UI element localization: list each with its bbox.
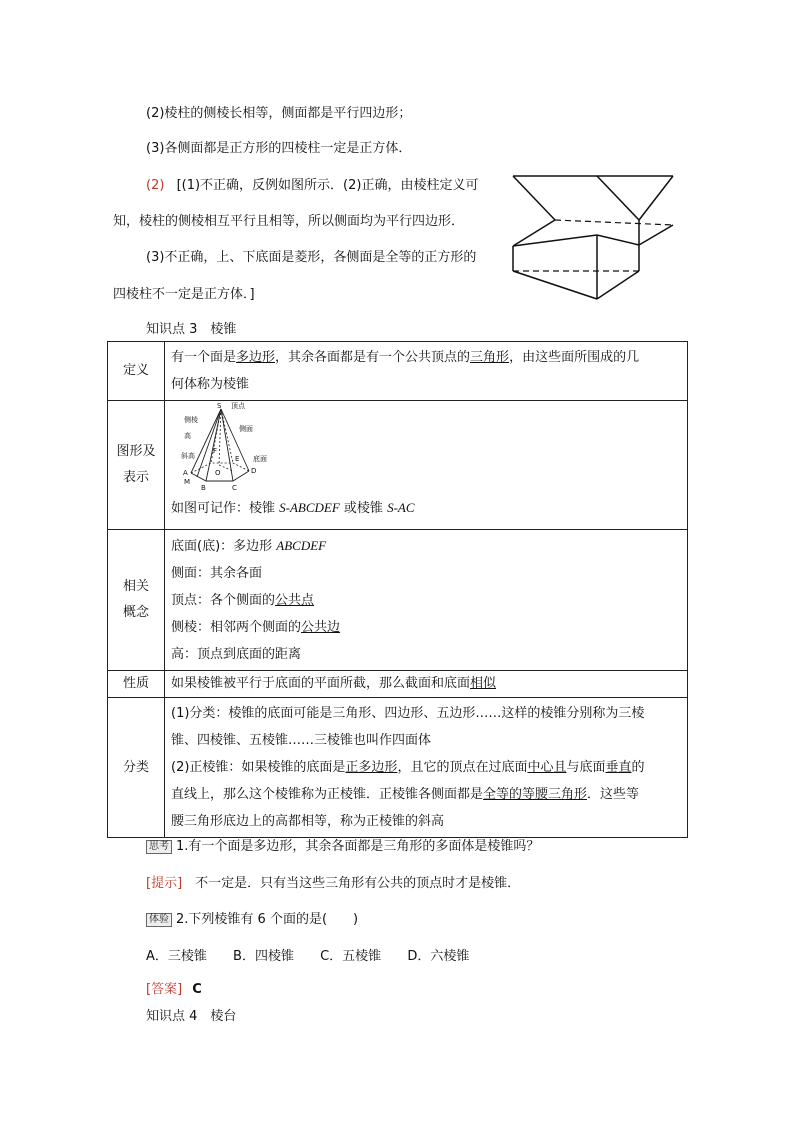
content-property: 如果棱锥被平行于底面的平面所截，那么截面和底面相似 [165,671,688,698]
content-classification: (1)分类：棱锥的底面可能是三角形、四边形、五边形……这样的棱锥分别称为三棱 锥、四棱锥、五棱锥……三棱锥也叫作四面体 (2)正棱锥：如果棱锥的底面是正多边形，且它的顶点在过底面中心且与底面垂直的 直线上，那么这个棱锥称为正棱锥．正棱锥各侧面都是全等的等腰三角形．这些等 腰三角形底边上的高都相等，称为正棱锥的斜高 [165,698,688,838]
experience-tag: 体验 [146,913,172,927]
option-b: B．四棱锥 [233,949,294,964]
answer-label: [答案] [146,982,183,997]
section-3-title: 知识点 3 棱锥 [146,322,237,337]
experience-options [146,945,469,964]
svg-text:S: S [217,402,222,410]
answer-line-2: 知，棱柱的侧棱相互平行且相等，所以侧面均为平行四边形． [113,214,465,229]
content-definition: 有一个面是多边形，其余各面都是有一个公共顶点的三角形，由这些面所围成的几 何体称为棱锥 [165,342,688,401]
svg-text:F: F [213,447,218,455]
label-figure: 图形及 表示 [108,401,165,530]
content-figure [165,401,688,530]
svg-text:A: A [183,469,188,477]
label-classification: 分类 [108,698,165,838]
answer-mark: (2) [146,178,165,193]
label-property: 性质 [108,671,165,698]
experience-answer [146,978,202,997]
experience-question: 体验 2.下列棱锥有 6 个面的是( ) [146,908,358,927]
answer-line-3: (3)不正确，上、下底面是菱形，各侧面是全等的正方形的 [146,250,477,265]
content-concepts: 底面(底)：多边形 ABCDEF 侧面：其余各面 顶点：各个侧面的公共点 侧棱：相邻两个侧面的公共边 高：顶点到底面的距离 [165,530,688,671]
statement-3: (3)各侧面都是正方形的四棱柱一定是正方体． [146,141,412,156]
svg-text:C: C [232,484,237,492]
statement-2: (2)棱柱的侧棱长相等，侧面都是平行四边形； [146,106,412,121]
svg-text:B: B [201,484,206,492]
option-a: A．三棱锥 [146,949,207,964]
svg-text:M: M [184,478,191,486]
hint-label: [提示] [146,876,183,891]
answer-line-4: 四棱柱不一定是正方体．] [113,287,255,302]
svg-text:E: E [235,455,240,463]
answer-value: C [192,982,202,997]
counterexample-prism-figure [508,168,684,304]
table-row-concepts [108,530,688,671]
label-concepts: 相关 概念 [108,530,165,671]
think-hint: [提示] 不一定是．只有当这些三角形有公共的顶点时才是棱锥． [146,876,521,891]
table-row-property [108,671,688,698]
table-row-definition [108,342,688,401]
think-question: 思考 1.有一个面是多边形，其余各面都是三角形的多面体是棱锥吗？ [146,835,539,854]
table-row-classification [108,698,688,838]
option-d: D．六棱锥 [407,949,470,964]
svg-text:O: O [215,469,221,477]
label-definition: 定义 [108,342,165,401]
section-4-title: 知识点 4 棱台 [146,1009,237,1024]
svg-text:D: D [251,467,257,475]
option-c: C．五棱锥 [320,949,382,964]
table-row-figure [108,401,688,530]
svg-text:底面: 底面 [253,455,267,463]
pyramid-notation: 如图可记作：棱锥 S-ABCDEF 或棱锥 S-AC [171,500,415,516]
svg-text:侧面: 侧面 [239,425,253,433]
pyramid-diagram [171,401,281,493]
think-tag: 思考 [146,840,172,854]
answer-line-1: (2) [(1)不正确，反例如图所示．(2)正确，由棱柱定义可 [146,178,479,193]
svg-text:高: 高 [184,432,191,440]
svg-text:顶点: 顶点 [231,402,245,410]
svg-text:斜高: 斜高 [181,452,195,460]
svg-text:侧棱: 侧棱 [184,416,198,424]
pyramid-knowledge-table [107,341,688,838]
